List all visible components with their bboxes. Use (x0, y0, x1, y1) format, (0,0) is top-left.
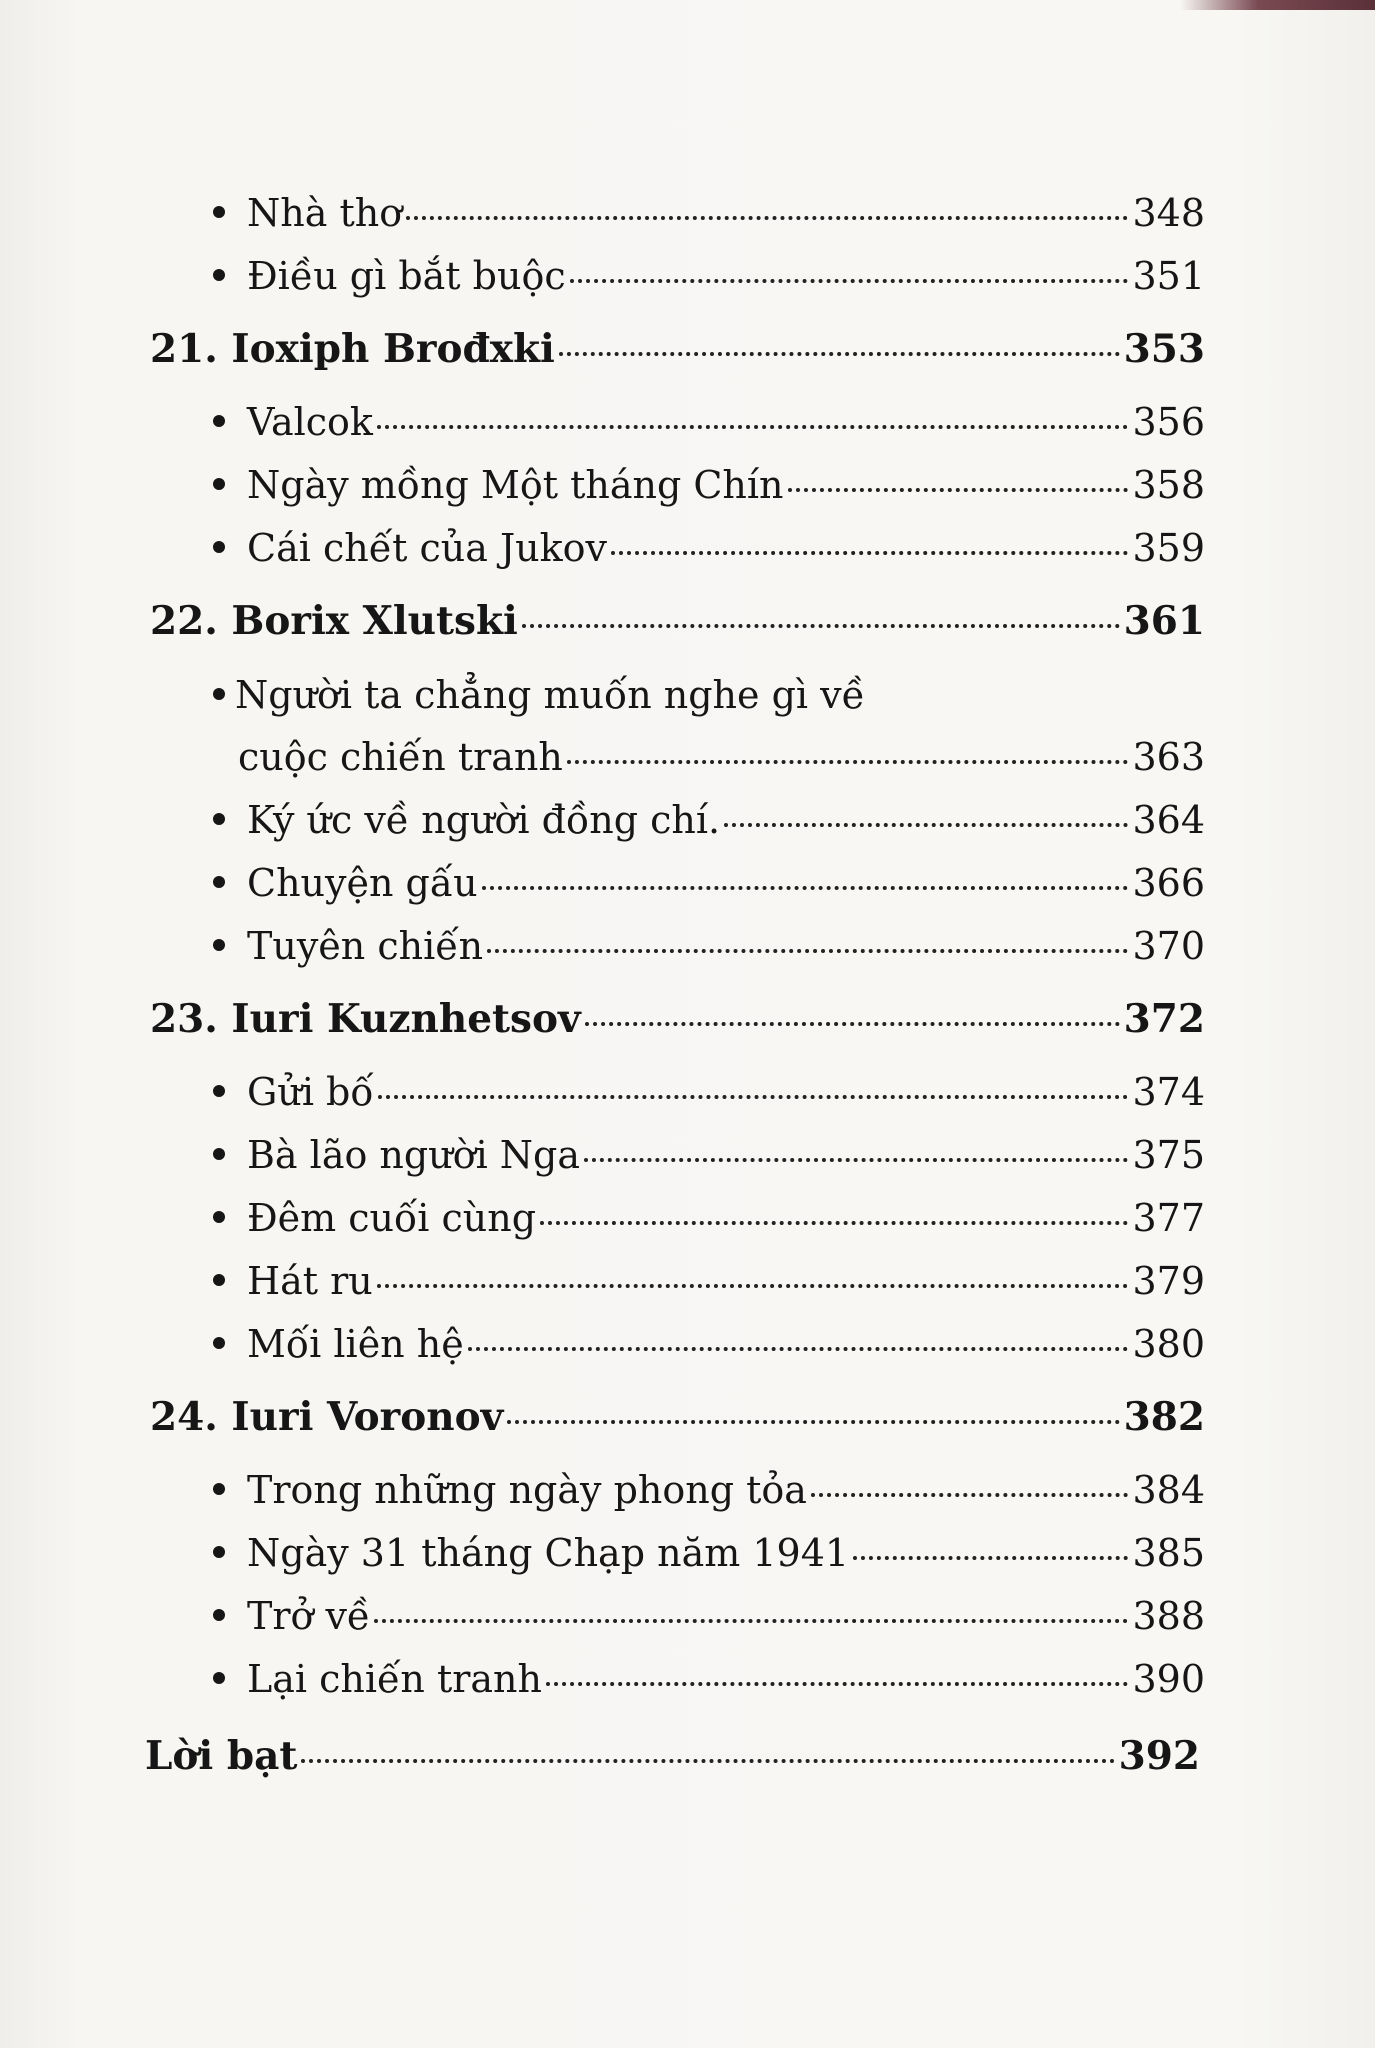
toc-chapter-page: 382 (1123, 1394, 1205, 1440)
toc-entry (150, 1530, 1205, 1576)
bullet-icon (213, 1085, 225, 1097)
toc-entry (150, 1467, 1205, 1513)
dot-leader (487, 949, 1128, 953)
toc-entry-page: 379 (1132, 1259, 1205, 1303)
bullet-icon (213, 1546, 225, 1558)
dot-leader (468, 1347, 1129, 1351)
toc-entry-title: Bà lão người Nga (247, 1133, 581, 1177)
toc-entry-page: 388 (1132, 1594, 1205, 1638)
bullet-icon (213, 269, 225, 281)
dot-leader (788, 488, 1129, 492)
toc-entry (150, 1069, 1205, 1115)
dot-leader (570, 279, 1129, 283)
dot-leader (378, 1095, 1129, 1099)
dot-leader (611, 551, 1128, 555)
toc-entry (150, 525, 1205, 571)
dot-leader (567, 760, 1129, 764)
toc-entry-page: 374 (1132, 1070, 1205, 1114)
dot-leader (374, 1619, 1128, 1623)
toc-entry-page: 356 (1132, 400, 1205, 444)
dot-leader (584, 1158, 1128, 1162)
toc-entry-page: 359 (1132, 526, 1205, 570)
toc-entry-title: Người ta chẳng muốn nghe gì về (235, 673, 866, 717)
dot-leader (522, 624, 1120, 628)
toc-entry-title: Trở về (247, 1594, 371, 1638)
toc-chapter (145, 1733, 1200, 1779)
bullet-icon (213, 1148, 225, 1160)
toc-entry-title: Trong những ngày phong tỏa (247, 1468, 807, 1512)
toc-chapter-page: 372 (1123, 996, 1205, 1042)
toc-entry-title: Cái chết của Jukov (247, 526, 608, 570)
bullet-icon (213, 1672, 225, 1684)
bullet-icon (213, 876, 225, 888)
toc-entry (150, 462, 1205, 508)
bullet-icon (213, 1211, 225, 1223)
dot-leader (507, 1420, 1119, 1424)
bullet-icon (213, 1483, 225, 1495)
toc-chapter (150, 996, 1205, 1042)
toc-entry-title: Tuyên chiến (247, 924, 484, 968)
toc-chapter-title: 22. Borix Xlutski (150, 598, 518, 644)
toc-entry-page: 390 (1132, 1657, 1205, 1701)
dot-leader (724, 823, 1128, 827)
toc-entry-page: 364 (1132, 798, 1205, 842)
bullet-icon (213, 813, 225, 825)
toc-entry-title: Chuyện gấu (247, 861, 478, 905)
toc-entry-page: 370 (1132, 924, 1205, 968)
dot-leader (377, 1284, 1129, 1288)
toc-entry (150, 860, 1205, 906)
toc-entry-title: Lại chiến tranh (247, 1657, 543, 1701)
toc-entry (150, 923, 1205, 969)
toc-entry-title: Hát ru (247, 1259, 373, 1303)
dot-leader (301, 1759, 1114, 1763)
dot-leader (540, 1221, 1128, 1225)
toc-entry-title: Valcok (247, 400, 373, 444)
toc-entry-title: Ngày 31 tháng Chạp năm 1941 (247, 1531, 850, 1575)
dot-leader (853, 1556, 1128, 1560)
toc-entry-page: 385 (1132, 1531, 1205, 1575)
toc-entry (150, 1132, 1205, 1178)
dot-leader (377, 425, 1129, 429)
dot-leader (811, 1493, 1129, 1497)
dot-leader (482, 886, 1129, 890)
bullet-icon (213, 415, 225, 427)
toc-entry-page: 351 (1132, 254, 1205, 298)
toc-entry-page: 348 (1132, 191, 1205, 235)
toc-entry-title-continued: cuộc chiến tranh (238, 735, 563, 779)
toc-entry-page: 377 (1132, 1196, 1205, 1240)
toc-chapter-title: 24. Iuri Voronov (150, 1394, 504, 1440)
toc-entry-title: Ký ức về người đồng chí. (247, 798, 721, 842)
toc-chapter-page: 361 (1123, 598, 1205, 644)
toc-chapter-page: 392 (1118, 1733, 1200, 1779)
toc-entry (150, 797, 1205, 843)
bullet-icon (213, 1337, 225, 1349)
toc-entry-title: Ngày mồng Một tháng Chín (247, 463, 784, 507)
dot-leader (546, 1682, 1128, 1686)
toc-chapter (150, 326, 1205, 372)
toc-entry (150, 1258, 1205, 1304)
dot-leader (559, 352, 1120, 356)
toc-entry-title: Nhà thơ (247, 191, 403, 235)
toc-entry-page: 375 (1132, 1133, 1205, 1177)
dot-leader (585, 1022, 1120, 1026)
toc-entry-title: Mối liên hệ (247, 1322, 464, 1366)
toc-chapter-title: Lời bạt (145, 1733, 298, 1779)
bullet-icon (213, 939, 225, 951)
toc-entry-page: 358 (1132, 463, 1205, 507)
toc-chapter-title: 23. Iuri Kuznhetsov (150, 996, 581, 1042)
toc-entry (150, 734, 1205, 780)
toc-entry-first-line (150, 672, 1205, 718)
toc-entry (150, 399, 1205, 445)
toc-entry-page: 384 (1132, 1468, 1205, 1512)
toc-entry-page: 366 (1132, 861, 1205, 905)
toc-entry (150, 190, 1205, 236)
toc-entry (150, 1195, 1205, 1241)
bullet-icon (213, 478, 225, 490)
toc-entry-title: Điều gì bắt buộc (247, 254, 566, 298)
toc-entry-page: 363 (1132, 735, 1205, 779)
toc-entry (150, 1321, 1205, 1367)
toc-entry (150, 1656, 1205, 1702)
bullet-icon (213, 1274, 225, 1286)
bullet-icon (213, 541, 225, 553)
bullet-icon (213, 206, 225, 218)
toc-chapter (150, 598, 1205, 644)
toc-entry (150, 1593, 1205, 1639)
toc-chapter-title: 21. Ioxiph Brođxki (150, 326, 555, 372)
book-edge (1180, 0, 1375, 10)
dot-leader (406, 216, 1128, 220)
toc-chapter-page: 353 (1123, 326, 1205, 372)
bullet-icon (213, 1609, 225, 1621)
toc-entry-title: Gửi bố (247, 1070, 374, 1114)
toc-entry (150, 253, 1205, 299)
toc-entry-title: Đêm cuối cùng (247, 1196, 537, 1240)
toc-entry-page: 380 (1132, 1322, 1205, 1366)
bullet-icon (213, 688, 225, 700)
toc-chapter (150, 1394, 1205, 1440)
